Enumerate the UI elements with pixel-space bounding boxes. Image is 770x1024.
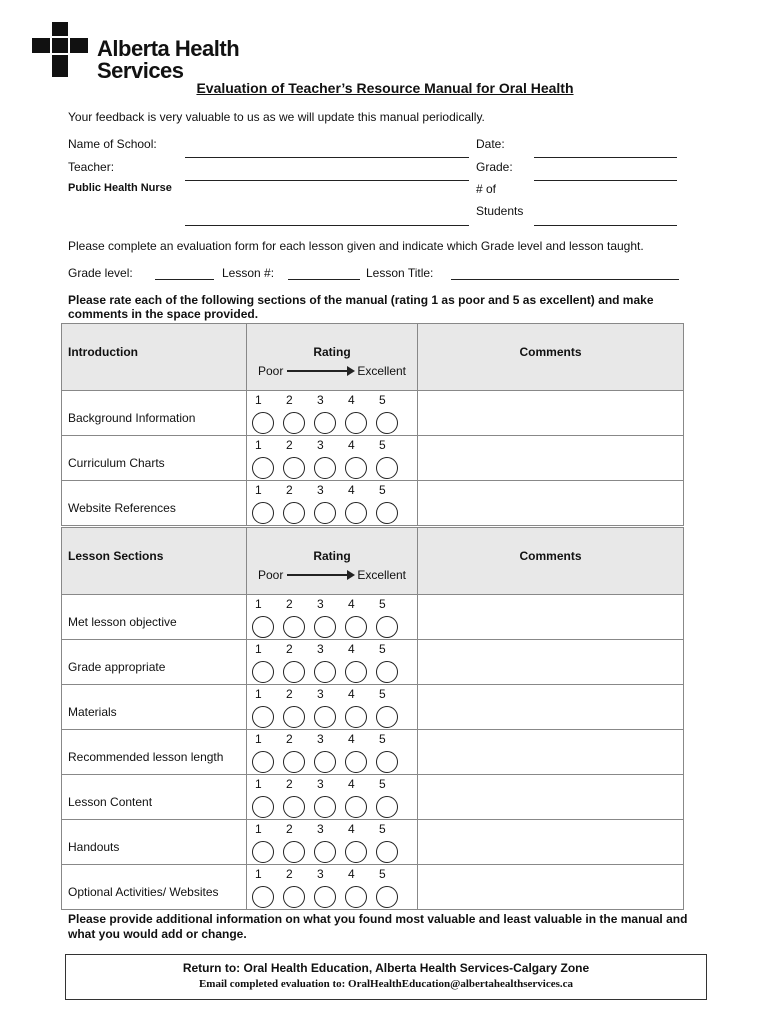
row-label: Lesson Content <box>68 795 153 809</box>
footer-box <box>65 954 707 1000</box>
closing-text: Please provide additional information on what you found most valuable and least valuable in the manual and what you would add or change. <box>68 912 688 941</box>
rating-radio-1[interactable] <box>252 706 274 728</box>
grade-level-field[interactable] <box>155 279 214 280</box>
rating-row <box>62 820 684 865</box>
rating-radio-2[interactable] <box>283 412 305 434</box>
ahs-logo-icon <box>32 22 88 80</box>
rating-radio-2[interactable] <box>283 886 305 908</box>
intro-text: Your feedback is very valuable to us as we will update this manual periodically. <box>68 110 485 124</box>
instruction-text: Please complete an evaluation form for each lesson given and indicate which Grade level and lesson taught. <box>68 239 644 253</box>
lesson-num-field[interactable] <box>288 279 360 280</box>
comment-cell[interactable] <box>418 820 684 865</box>
row-label: Recommended lesson length <box>68 750 224 764</box>
rating-radio-2[interactable] <box>283 616 305 638</box>
rating-radio-3[interactable] <box>314 616 336 638</box>
rating-radio-3[interactable] <box>314 412 336 434</box>
date-field[interactable] <box>534 157 677 158</box>
rating-scale <box>247 563 417 582</box>
rating-radio-2[interactable] <box>283 706 305 728</box>
rating-radio-3[interactable] <box>314 841 336 863</box>
rating-row <box>62 730 684 775</box>
scale-arrow-icon <box>287 574 353 576</box>
grade-label: Grade: <box>476 160 513 174</box>
rating-radio-2[interactable] <box>283 457 305 479</box>
num-of-label: # of <box>476 182 497 196</box>
rating-numbers: 1 2 3 4 5 <box>255 597 386 611</box>
row-label: Met lesson objective <box>68 615 177 629</box>
rating-numbers: 1 2 3 4 5 <box>255 777 386 791</box>
rating-radio-5[interactable] <box>376 841 398 863</box>
lesson-sections-table <box>61 527 684 910</box>
rating-radio-1[interactable] <box>252 502 274 524</box>
rating-radio-5[interactable] <box>376 502 398 524</box>
nurse-field[interactable] <box>185 225 469 226</box>
rating-row <box>62 595 684 640</box>
rating-radio-5[interactable] <box>376 661 398 683</box>
section-heading: Introduction <box>68 345 138 359</box>
rating-radio-4[interactable] <box>345 616 367 638</box>
row-label: Website References <box>68 501 176 515</box>
rating-numbers: 1 2 3 4 5 <box>255 642 386 656</box>
rating-row <box>62 481 684 526</box>
rating-radio-4[interactable] <box>345 457 367 479</box>
rating-radio-3[interactable] <box>314 706 336 728</box>
comment-cell[interactable] <box>418 865 684 910</box>
rating-radio-1[interactable] <box>252 661 274 683</box>
rating-radio-1[interactable] <box>252 616 274 638</box>
rating-numbers: 1 2 3 4 5 <box>255 483 386 497</box>
teacher-label: Teacher: <box>68 160 115 174</box>
rating-numbers: 1 2 3 4 5 <box>255 732 386 746</box>
rating-row <box>62 640 684 685</box>
page-title: Evaluation of Teacher’s Resource Manual for Oral Health <box>196 80 574 96</box>
rating-radio-1[interactable] <box>252 457 274 479</box>
rating-radio-4[interactable] <box>345 661 367 683</box>
rating-row <box>62 865 684 910</box>
rating-radio-5[interactable] <box>376 796 398 818</box>
rating-radio-3[interactable] <box>314 886 336 908</box>
rating-radio-5[interactable] <box>376 751 398 773</box>
row-label: Materials <box>68 705 117 719</box>
row-label: Optional Activities/ Websites <box>68 885 219 899</box>
rating-radio-5[interactable] <box>376 412 398 434</box>
rating-radio-2[interactable] <box>283 502 305 524</box>
comment-cell[interactable] <box>418 595 684 640</box>
excellent-label: Excellent <box>357 364 407 378</box>
rating-radio-3[interactable] <box>314 502 336 524</box>
rating-radio-1[interactable] <box>252 412 274 434</box>
poor-label: Poor <box>257 364 284 378</box>
rating-radio-1[interactable] <box>252 841 274 863</box>
comment-cell[interactable] <box>418 481 684 526</box>
email-text: Email completed evaluation to: OralHealthEducation@albertahealthservices.ca <box>198 978 574 990</box>
rating-row <box>62 775 684 820</box>
rating-scale <box>247 359 417 378</box>
comment-cell[interactable] <box>418 685 684 730</box>
rating-radio-1[interactable] <box>252 886 274 908</box>
rating-heading: Rating <box>313 345 351 359</box>
section-header <box>62 324 684 391</box>
section-header <box>62 528 684 595</box>
rating-radio-2[interactable] <box>283 661 305 683</box>
poor-label: Poor <box>257 568 284 582</box>
excellent-label: Excellent <box>357 568 407 582</box>
comment-cell[interactable] <box>418 436 684 481</box>
comment-cell[interactable] <box>418 640 684 685</box>
rating-radio-3[interactable] <box>314 661 336 683</box>
comments-heading: Comments <box>519 345 582 359</box>
logo-text: Alberta Health Services <box>97 36 240 83</box>
rating-row <box>62 685 684 730</box>
row-label: Grade appropriate <box>68 660 166 674</box>
rating-radio-3[interactable] <box>314 751 336 773</box>
rating-radio-4[interactable] <box>345 841 367 863</box>
rating-row <box>62 391 684 436</box>
rating-numbers: 1 2 3 4 5 <box>255 393 386 407</box>
rating-radio-2[interactable] <box>283 841 305 863</box>
students-field[interactable] <box>534 225 677 226</box>
rating-radio-4[interactable] <box>345 886 367 908</box>
comments-heading: Comments <box>519 549 582 563</box>
school-label: Name of School: <box>68 137 157 151</box>
rating-numbers: 1 2 3 4 5 <box>255 438 386 452</box>
introduction-table <box>61 323 684 526</box>
scale-arrow-icon <box>287 370 353 372</box>
lesson-title-field[interactable] <box>451 279 679 280</box>
row-label: Handouts <box>68 840 120 854</box>
rating-heading: Rating <box>313 549 351 563</box>
comment-cell[interactable] <box>418 730 684 775</box>
return-to-text: Return to: Oral Health Education, Alberta Health Services-Calgary Zone <box>182 961 590 975</box>
rating-radio-4[interactable] <box>345 502 367 524</box>
grade-field[interactable] <box>534 180 677 181</box>
rating-radio-3[interactable] <box>314 457 336 479</box>
section-heading: Lesson Sections <box>68 549 164 563</box>
date-label: Date: <box>476 137 505 151</box>
rating-radio-1[interactable] <box>252 796 274 818</box>
rating-radio-3[interactable] <box>314 796 336 818</box>
lesson-title-label: Lesson Title: <box>366 266 434 280</box>
rating-numbers: 1 2 3 4 5 <box>255 687 386 701</box>
school-field[interactable] <box>185 157 469 158</box>
rating-radio-4[interactable] <box>345 751 367 773</box>
row-label: Background Information <box>68 411 196 425</box>
rating-radio-2[interactable] <box>283 796 305 818</box>
students-label: Students <box>476 204 524 218</box>
lesson-num-label: Lesson #: <box>222 266 275 280</box>
rating-radio-4[interactable] <box>345 706 367 728</box>
rating-radio-5[interactable] <box>376 706 398 728</box>
rating-radio-5[interactable] <box>376 886 398 908</box>
rating-radio-2[interactable] <box>283 751 305 773</box>
rating-row <box>62 436 684 481</box>
row-label: Curriculum Charts <box>68 456 165 470</box>
grade-level-label: Grade level: <box>68 266 133 280</box>
rating-radio-5[interactable] <box>376 457 398 479</box>
comment-cell[interactable] <box>418 391 684 436</box>
teacher-field[interactable] <box>185 180 469 181</box>
rating-numbers: 1 2 3 4 5 <box>255 867 386 881</box>
rate-instruction: Please rate each of the following sections of the manual (rating 1 as poor and 5 as excellent) and make comments in the space provided. <box>68 293 654 321</box>
rating-numbers: 1 2 3 4 5 <box>255 822 386 836</box>
rating-radio-4[interactable] <box>345 796 367 818</box>
rating-radio-5[interactable] <box>376 616 398 638</box>
rating-radio-1[interactable] <box>252 751 274 773</box>
nurse-label: Public Health Nurse <box>68 182 172 194</box>
rating-radio-4[interactable] <box>345 412 367 434</box>
comment-cell[interactable] <box>418 775 684 820</box>
